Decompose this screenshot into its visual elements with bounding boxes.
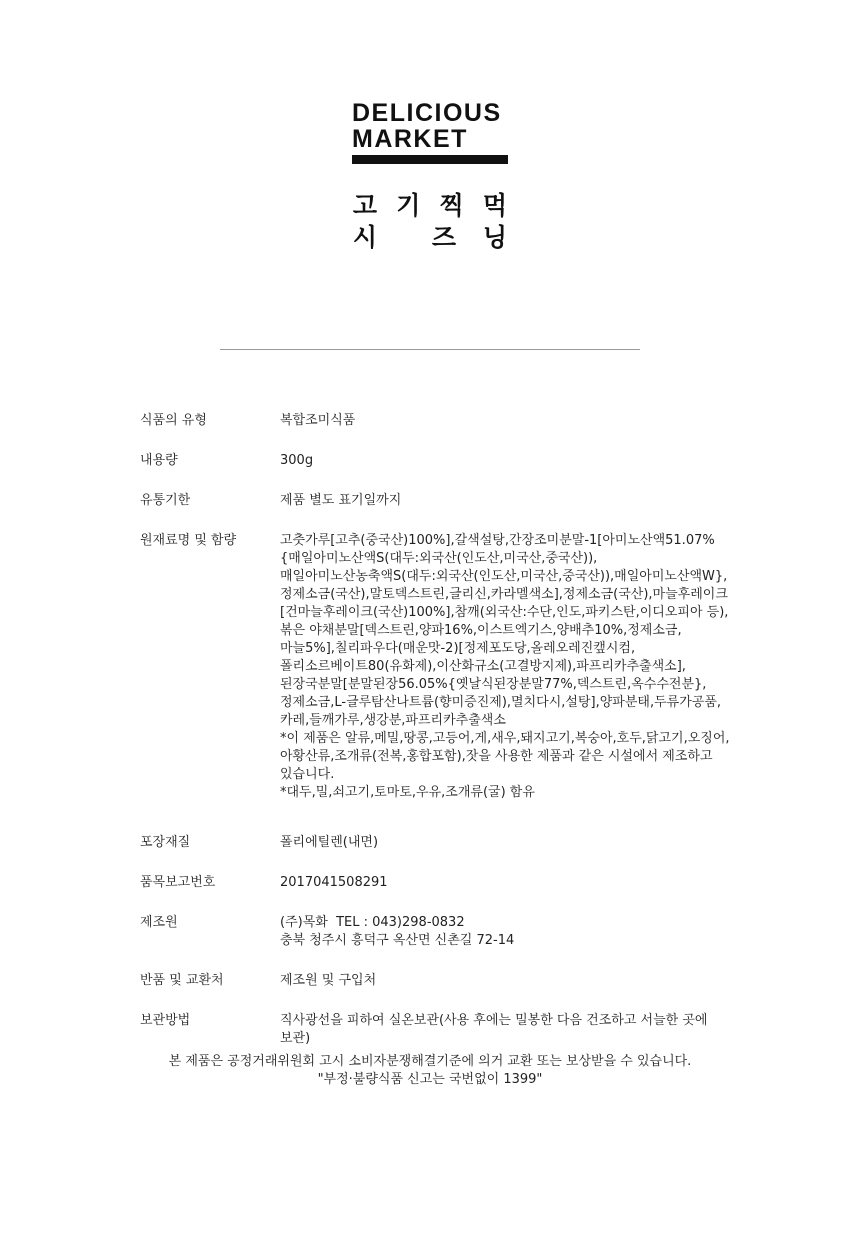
info-label: 보관방법 bbox=[140, 1013, 191, 1028]
info-row-storage bbox=[140, 1012, 730, 1048]
info-row-type bbox=[140, 412, 730, 430]
info-value: 복합조미식품 bbox=[280, 413, 356, 428]
brand-name-line2: MARKET bbox=[352, 125, 468, 153]
info-value: 제조원 및 구입처 bbox=[280, 973, 377, 988]
info-value bbox=[280, 914, 730, 950]
info-label: 유통기한 bbox=[140, 493, 191, 508]
info-label: 반품 및 교환처 bbox=[140, 973, 224, 988]
info-value: 폴리에틸렌(내면) bbox=[280, 835, 379, 850]
title-char: 고 bbox=[352, 191, 378, 220]
section-divider bbox=[220, 349, 640, 350]
product-title-line2 bbox=[352, 222, 508, 254]
ingredients-text: 고춧가루[고추(중국산)100%],갈색설탕,간장조미분말-1[아미노산액51.07%{매일아미노산액S(대두:외국산(인도산,미국산,중국산)),매일아미노산농축액S(대두:외국산(인도산,미국산,중국산)),매일아미노산액W},정제소금(국산),말토덱스트린,글리신,카라멜색소],정제소금(국산),마늘후레이크[건마늘후레이크(국산)100%],참깨(외국산:수단,인도,파키스탄,이디오피아 등),볶은 야채분말[덱스트린,양파16%,이스트엑기스,양배추10%,정제소금,마늘5%],칠리파우다(매운맛-2)[정제포도당,올레오레진캪시컴,폴리소르베이트80(유화제),이산화규소(고결방지제),파프리카추출색소],된장국분말[분말된장56.05%{옛날식된장분말77%,덱스트린,옥수수전분},정제소금,L-글루탐산나트륨(향미증진제),멸치다시,설탕],양파분태,두류가공품,카레,들깨가루,생강분,파프리카추출색소 bbox=[280, 533, 729, 728]
brand-name-line1: DELICIOUS bbox=[352, 99, 502, 127]
manufacturer-address: 충북 청주시 흥덕구 옥산면 신촌길 72-14 bbox=[280, 933, 515, 948]
title-char: 시 bbox=[352, 223, 378, 252]
title-char: 닝 bbox=[482, 223, 508, 252]
info-row-packaging bbox=[140, 834, 730, 852]
info-label: 포장재질 bbox=[140, 835, 191, 850]
info-value: 300g bbox=[280, 453, 314, 468]
title-char: 먹 bbox=[482, 191, 508, 220]
allergy-warning: *이 제품은 알류,메밀,땅콩,고등어,게,새우,돼지고기,복숭아,호두,닭고기,오징어,아황산류,조개류(전복,홍합포함),잣을 사용한 제품과 같은 시설에서 제조하고 있습니다. bbox=[280, 731, 730, 782]
info-row-ingredients bbox=[140, 532, 730, 802]
info-value: 직사광선을 피하여 실온보관(사용 후에는 밀봉한 다음 건조하고 서늘한 곳에 보관) bbox=[280, 1013, 708, 1046]
manufacturer-contact: (주)목화 TEL : 043)298-0832 bbox=[280, 915, 465, 930]
product-info-table bbox=[140, 412, 730, 1070]
notice-line: 본 제품은 공정거래위원회 고시 소비자분쟁해결기준에 의거 교환 또는 보상받을 수 있습니다. bbox=[168, 1054, 692, 1069]
title-char: 찍 bbox=[439, 191, 464, 220]
info-row-volume bbox=[140, 452, 730, 470]
info-value bbox=[280, 532, 730, 802]
title-char: 기 bbox=[396, 191, 421, 220]
info-label: 식품의 유형 bbox=[140, 413, 207, 428]
title-char: 즈 bbox=[431, 223, 457, 252]
info-label: 내용량 bbox=[140, 453, 178, 468]
brand-logo bbox=[352, 100, 508, 164]
product-title bbox=[352, 190, 508, 254]
allergen-contains: *대두,밀,쇠고기,토마토,우유,조개류(굴) 함유 bbox=[280, 785, 535, 800]
info-row-expiry bbox=[140, 492, 730, 510]
brand-underline-bar bbox=[352, 155, 508, 164]
info-label: 원재료명 및 함량 bbox=[140, 533, 237, 548]
info-value: 제품 별도 표기일까지 bbox=[280, 493, 402, 508]
info-label: 제조원 bbox=[140, 915, 178, 930]
product-title-line1 bbox=[352, 190, 508, 222]
info-row-manufacturer bbox=[140, 914, 730, 950]
info-row-report-number bbox=[140, 874, 730, 892]
notice-line: "부정·불량식품 신고는 국번없이 1399" bbox=[317, 1072, 543, 1087]
info-row-returns bbox=[140, 972, 730, 990]
info-value: 2017041508291 bbox=[280, 875, 388, 890]
info-label: 품목보고번호 bbox=[140, 875, 216, 890]
consumer-notice bbox=[110, 1053, 750, 1089]
